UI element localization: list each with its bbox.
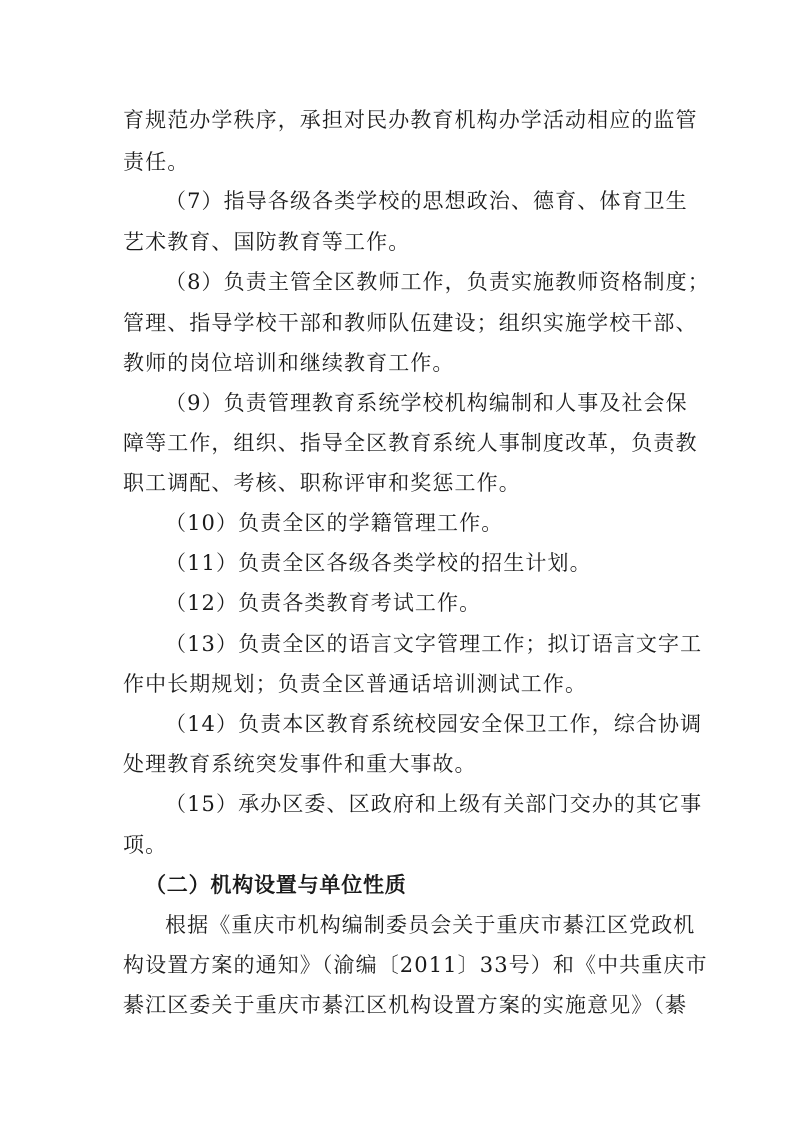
text-line: （13）负责全区的语言文字管理工作；拟订语言文字工 <box>165 632 703 656</box>
text-line: 障等工作，组织、指导全区教育系统人事制度改革，负责教 <box>123 431 698 455</box>
text-line: （8）负责主管全区教师工作，负责实施教师资格制度； <box>165 270 710 294</box>
text-line: （15）承办区委、区政府和上级有关部门交办的其它事 <box>165 792 703 816</box>
text-line: 项。 <box>123 833 168 857</box>
text-line: （9）负责管理教育系统学校机构编制和人事及社会保 <box>165 391 688 415</box>
text-line: 艺术教育、国防教育等工作。 <box>123 230 411 254</box>
text-line: （7）指导各级各类学校的思想政治、德育、体育卫生 <box>165 189 688 213</box>
text-line: 綦江区委关于重庆市綦江区机构设置方案的实施意见》（綦 <box>123 993 688 1017</box>
text-line: （12）负责各类教育考试工作。 <box>165 591 482 615</box>
text-line: 处理教育系统突发事件和重大事故。 <box>123 752 477 776</box>
text-line: （14）负责本区教育系统校园安全保卫工作，综合协调 <box>165 712 703 736</box>
text-line: 管理、指导学校干部和教师队伍建设；组织实施学校干部、 <box>123 311 698 335</box>
text-line: 教师的岗位培训和继续教育工作。 <box>123 351 455 375</box>
text-line: 作中长期规划；负责全区普通话培训测试工作。 <box>123 672 588 696</box>
text-line: （10）负责全区的学籍管理工作。 <box>165 511 504 535</box>
text-line: 职工调配、考核、职称评审和奖惩工作。 <box>123 471 521 495</box>
text-line: 构设置方案的通知》（渝编〔2011〕33号）和《中共重庆市 <box>123 953 708 977</box>
text-line: 责任。 <box>123 150 190 174</box>
text-line: （11）负责全区各级各类学校的招生计划。 <box>165 551 592 575</box>
text-line: 根据《重庆市机构编制委员会关于重庆市綦江区党政机 <box>165 913 696 937</box>
text-line: 育规范办学秩序，承担对民办教育机构办学活动相应的监管 <box>123 108 698 132</box>
section-heading: （二）机构设置与单位性质 <box>145 873 407 897</box>
